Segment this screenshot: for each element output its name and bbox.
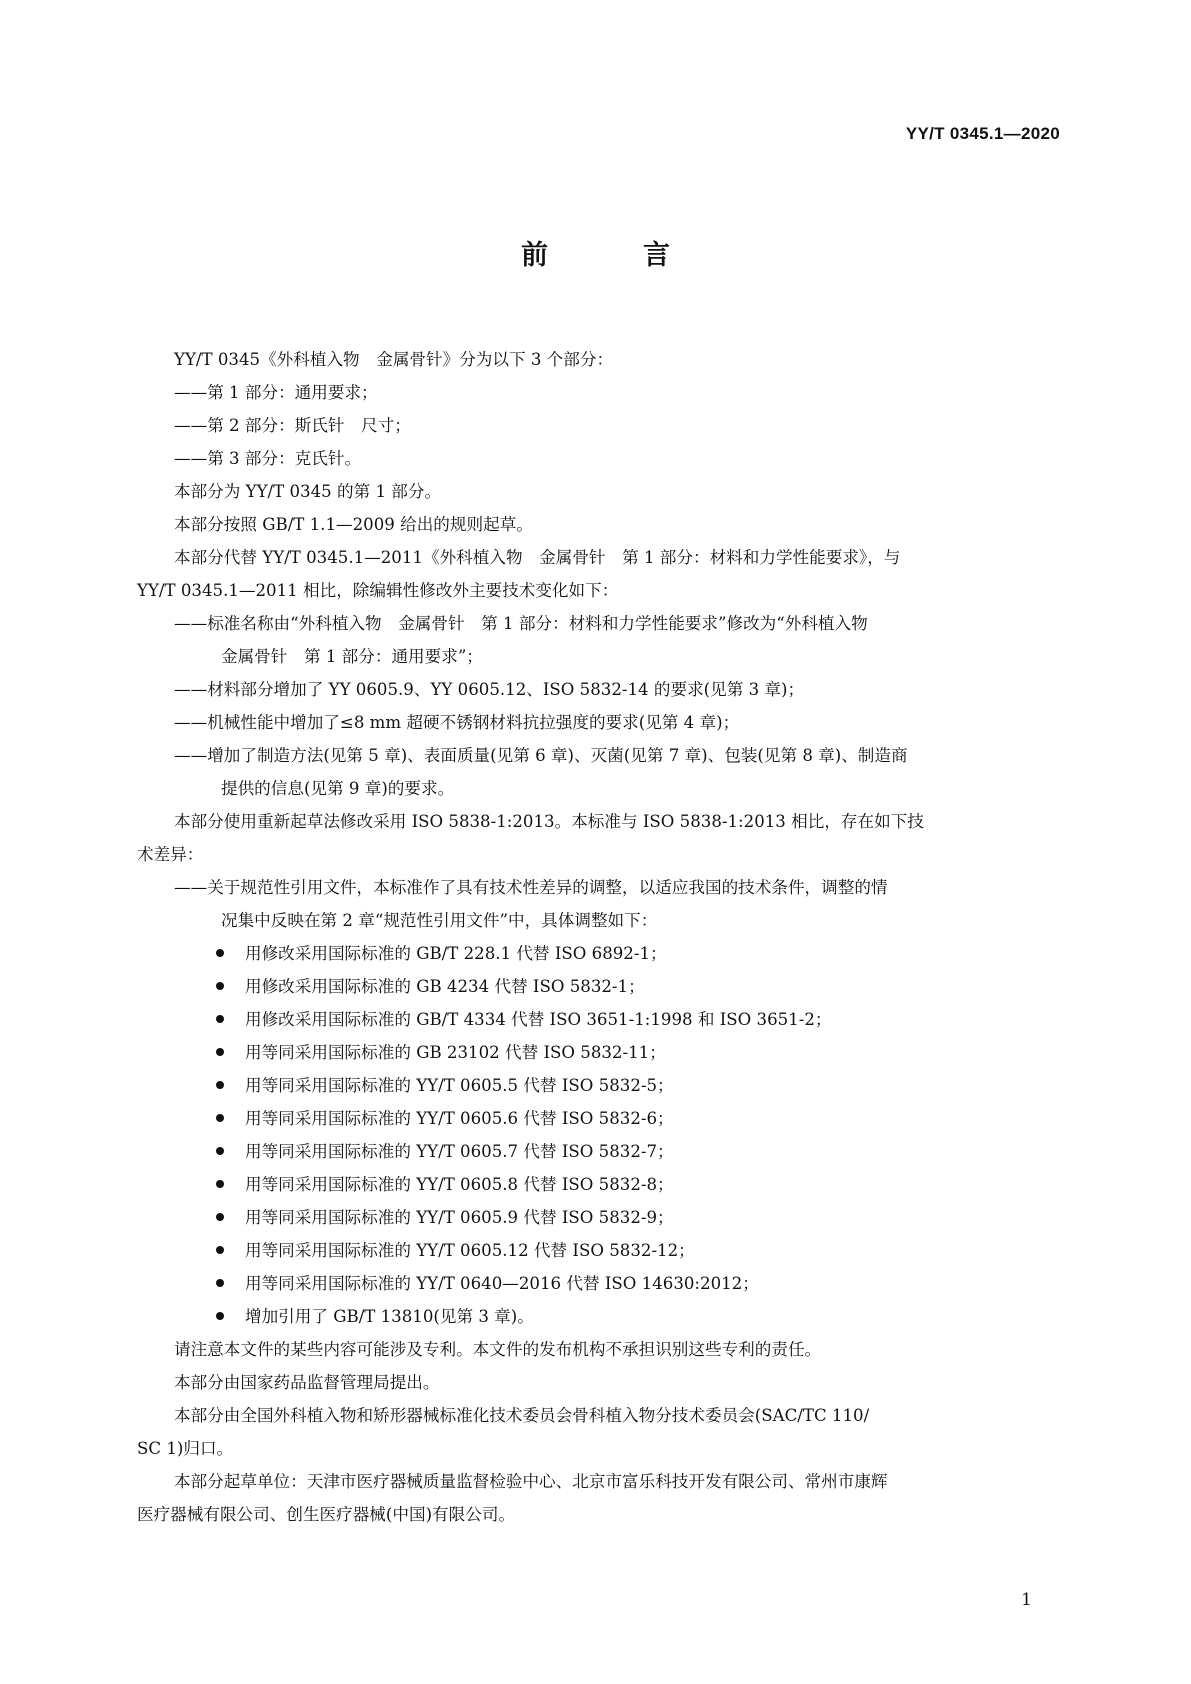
dash-list-item: ——标准名称由“外科植入物 金属骨针 第 1 部分：材料和力学性能要求”修改为“外科植入物 — [174, 614, 868, 633]
page-title: 前 言 — [521, 240, 704, 271]
paragraph-line: 本部分起草单位：天津市医疗器械质量监督检验中心、北京市富乐科技开发有限公司、常州市康辉 — [174, 1472, 888, 1491]
dash-list-continuation: 金属骨针 第 1 部分：通用要求”； — [221, 647, 483, 666]
bullet-text: 增加引用了 GB/T 13810(见第 3 章)。 — [245, 1307, 534, 1326]
dash-list-item: ——机械性能中增加了≤8 mm 超硬不锈钢材料抗拉强度的要求(见第 4 章)； — [174, 713, 740, 732]
bullet-item — [137, 1069, 1057, 1102]
bullet-icon — [216, 1246, 224, 1254]
bullet-text: 用等同采用国际标准的 GB 23102 代替 ISO 5832-11； — [245, 1043, 666, 1062]
dash-list-item: ——材料部分增加了 YY 0605.9、YY 0605.12、ISO 5832-14 的要求(见第 3 章)； — [174, 680, 805, 699]
bullet-item — [137, 1003, 1057, 1036]
bullet-item — [137, 1036, 1057, 1069]
bullet-text: 用修改采用国际标准的 GB 4234 代替 ISO 5832-1； — [245, 977, 645, 996]
paragraph-line: 本部分由全国外科植入物和矫形器械标准化技术委员会骨科植入物分技术委员会(SAC/TC 110/ — [174, 1406, 870, 1425]
bullet-item — [137, 1234, 1057, 1267]
bullet-item — [137, 970, 1057, 1003]
foreword-body — [137, 343, 1057, 1531]
bullet-icon — [216, 1312, 224, 1320]
dash-list-item: ——增加了制造方法(见第 5 章)、表面质量(见第 6 章)、灭菌(见第 7 章)、包装(见第 8 章)、制造商 — [174, 746, 908, 765]
bullet-icon — [216, 1015, 224, 1023]
dash-list-continuation: 提供的信息(见第 9 章)的要求。 — [221, 779, 455, 798]
dash-list-item: ——第 3 部分：克氏针。 — [174, 449, 362, 468]
bullet-icon — [216, 1147, 224, 1155]
bullet-icon — [216, 982, 224, 990]
paragraph-line: YY/T 0345《外科植入物 金属骨针》分为以下 3 个部分： — [174, 350, 614, 369]
paragraph-line: 本部分代替 YY/T 0345.1—2011《外科植入物 金属骨针 第 1 部分：材料和力学性能要求》，与 — [174, 548, 901, 567]
bullet-item — [137, 1201, 1057, 1234]
paragraph-line: 本部分使用重新起草法修改采用 ISO 5838-1:2013。本标准与 ISO 5838-1:2013 相比，存在如下技 — [174, 812, 924, 831]
paragraph-continuation: 医疗器械有限公司、创生医疗器械(中国)有限公司。 — [137, 1505, 516, 1524]
paragraph-continuation: 术差异： — [137, 845, 204, 864]
bullet-text: 用等同采用国际标准的 YY/T 0605.12 代替 ISO 5832-12； — [245, 1241, 695, 1260]
bullet-icon — [216, 1279, 224, 1287]
bullet-text: 用等同采用国际标准的 YY/T 0605.9 代替 ISO 5832-9； — [245, 1208, 674, 1227]
paragraph-continuation: SC 1)归口。 — [137, 1439, 234, 1458]
bullet-icon — [216, 1114, 224, 1122]
bullet-text: 用等同采用国际标准的 YY/T 0605.6 代替 ISO 5832-6； — [245, 1109, 674, 1128]
bullet-item — [137, 1135, 1057, 1168]
bullet-item — [137, 1102, 1057, 1135]
paragraph-line: 请注意本文件的某些内容可能涉及专利。本文件的发布机构不承担识别这些专利的责任。 — [174, 1340, 822, 1359]
bullet-item — [137, 1267, 1057, 1300]
bullet-icon — [216, 1081, 224, 1089]
document-code: YY/T 0345.1—2020 — [905, 124, 1060, 143]
dash-list-continuation: 况集中反映在第 2 章“规范性引用文件”中，具体调整如下： — [221, 911, 658, 930]
dash-list-item: ——关于规范性引用文件，本标准作了具有技术性差异的调整，以适应我国的技术条件，调整的情 — [174, 878, 888, 897]
page-number: 1 — [1021, 1590, 1032, 1610]
paragraph-line: 本部分由国家药品监督管理局提出。 — [174, 1373, 440, 1392]
paragraph-continuation: YY/T 0345.1—2011 相比，除编辑性修改外主要技术变化如下： — [137, 581, 619, 600]
bullet-text: 用修改采用国际标准的 GB/T 4334 代替 ISO 3651-1:1998 和 ISO 3651-2； — [245, 1010, 832, 1029]
bullet-icon — [216, 949, 224, 957]
bullet-text: 用等同采用国际标准的 YY/T 0640—2016 代替 ISO 14630:2012； — [245, 1274, 759, 1293]
bullet-text: 用修改采用国际标准的 GB/T 228.1 代替 ISO 6892-1； — [245, 944, 667, 963]
bullet-item — [137, 1168, 1057, 1201]
paragraph-line: 本部分按照 GB/T 1.1—2009 给出的规则起草。 — [174, 515, 533, 534]
bullet-icon — [216, 1213, 224, 1221]
dash-list-item: ——第 2 部分：斯氏针 尺寸； — [174, 416, 411, 435]
bullet-item — [137, 937, 1057, 970]
bullet-text: 用等同采用国际标准的 YY/T 0605.8 代替 ISO 5832-8； — [245, 1175, 674, 1194]
bullet-icon — [216, 1180, 224, 1188]
bullet-item — [137, 1300, 1057, 1333]
bullet-text: 用等同采用国际标准的 YY/T 0605.5 代替 ISO 5832-5； — [245, 1076, 674, 1095]
dash-list-item: ——第 1 部分：通用要求； — [174, 383, 378, 402]
bullet-text: 用等同采用国际标准的 YY/T 0605.7 代替 ISO 5832-7； — [245, 1142, 674, 1161]
bullet-icon — [216, 1048, 224, 1056]
paragraph-line: 本部分为 YY/T 0345 的第 1 部分。 — [174, 482, 442, 501]
